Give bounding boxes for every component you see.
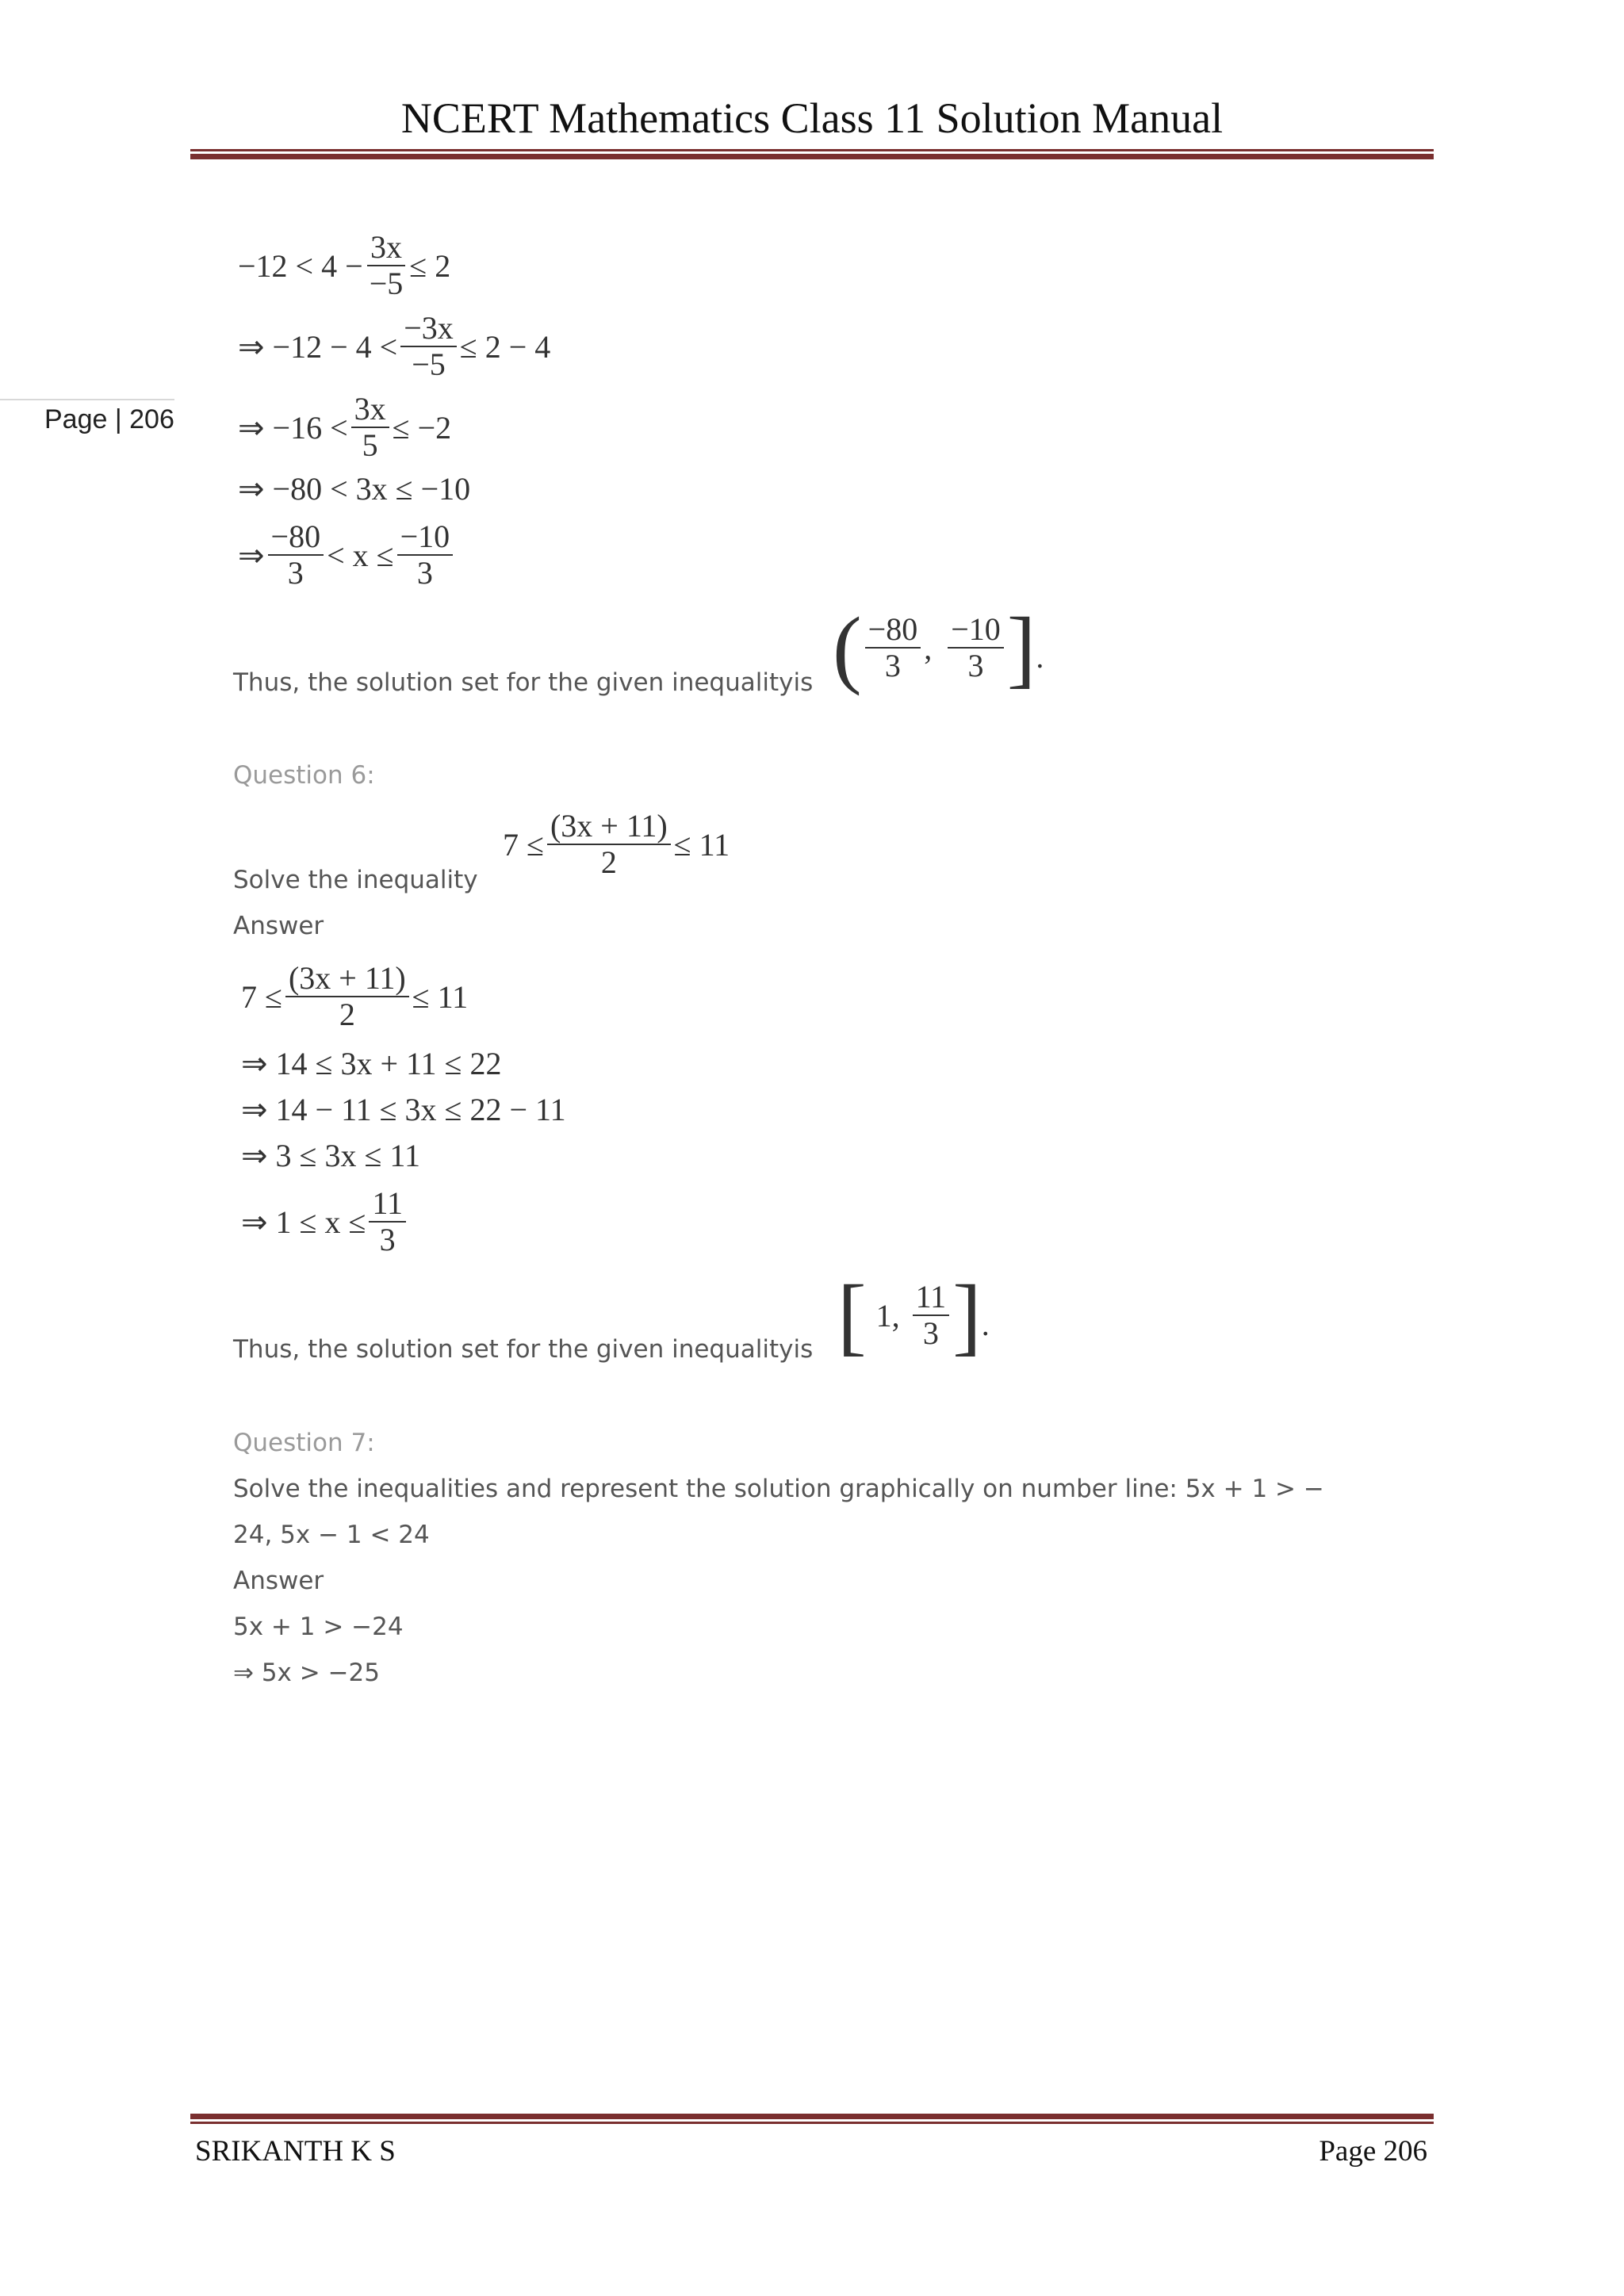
q6-prompt: Solve the inequality [233,866,478,894]
fraction: $\frac{(3x + 11)}{2}$ [547,809,671,880]
fraction: $\frac{11}{3}$ [369,1186,406,1257]
q5-step-5: ⇒ $\frac{-80}{3}$ < x ≤ $\frac{-10}{3}$ [238,519,456,591]
side-page-label: Page | 206 [44,404,174,434]
q7-answer-label: Answer [233,1567,324,1595]
fraction: $\frac{-10}{3}$ [397,519,454,591]
fraction: $\frac{-10}{3}$ [948,612,1004,683]
q5-step-3: ⇒ −16 < $\frac{3x}{5}$ ≤ −2 [238,391,452,463]
q6-step-1: 7 ≤ $\frac{(3x + 11)}{2}$ ≤ 11 [241,960,469,1032]
q7-step-1: 5x + 1 > −24 [233,1613,404,1641]
fraction: $\frac{-80}{3}$ [865,612,921,683]
question-6-heading: Question 6: [233,761,375,790]
q7-prompt-line-2: 24, 5x − 1 < 24 [233,1521,430,1549]
q5-step-4: ⇒ −80 < 3x ≤ −10 [238,471,471,507]
fraction: $\frac{-3x}{-5}$ [400,311,457,382]
header-rule [190,149,1434,159]
footer-rule [190,2114,1434,2124]
q5-solution-text: Thus, the solution set for the given inequalityis [233,668,814,697]
side-divider [0,399,174,400]
q6-solution-interval: [ 1, $\frac{11}{3}$ ] . [837,1267,990,1364]
footer-page-number: Page 206 [1319,2135,1427,2168]
q5-solution-interval: ( $\frac{-80}{3}$ , $\frac{-10}{3}$ ] . [833,599,1044,696]
document-title: NCERT Mathematics Class 11 Solution Manual [400,94,1224,142]
q6-step-2: ⇒ 14 ≤ 3x + 11 ≤ 22 [241,1046,502,1081]
fraction: $\frac{-80}{3}$ [268,519,324,591]
q5-step-1: −12 < 4 − $\frac{3x}{-5}$ ≤ 2 [238,229,451,301]
footer-author: SRIKANTH K S [195,2135,396,2168]
fraction: $\frac{3x}{5}$ [351,392,389,463]
q6-answer-label: Answer [233,912,324,940]
fraction: $\frac{3x}{-5}$ [366,230,407,301]
q5-step-2: ⇒ −12 − 4 < $\frac{-3x}{-5}$ ≤ 2 − 4 [238,310,551,382]
question-7-heading: Question 7: [233,1429,375,1457]
q6-step-5: ⇒ 1 ≤ x ≤ $\frac{11}{3}$ [241,1186,409,1257]
fraction: $\frac{(3x + 11)}{2}$ [285,961,409,1032]
q7-step-2: ⇒ 5x > −25 [233,1659,381,1687]
q7-prompt-line-1: Solve the inequalities and represent the solution graphically on number line: 5x + 1 > − [233,1475,1324,1503]
q6-step-4: ⇒ 3 ≤ 3x ≤ 11 [241,1138,420,1173]
q6-solution-text: Thus, the solution set for the given inequalityis [233,1335,814,1364]
q6-inequality: 7 ≤ $\frac{(3x + 11)}{2}$ ≤ 11 [503,808,730,880]
fraction: $\frac{11}{3}$ [913,1280,950,1351]
q6-step-3: ⇒ 14 − 11 ≤ 3x ≤ 22 − 11 [241,1092,566,1127]
